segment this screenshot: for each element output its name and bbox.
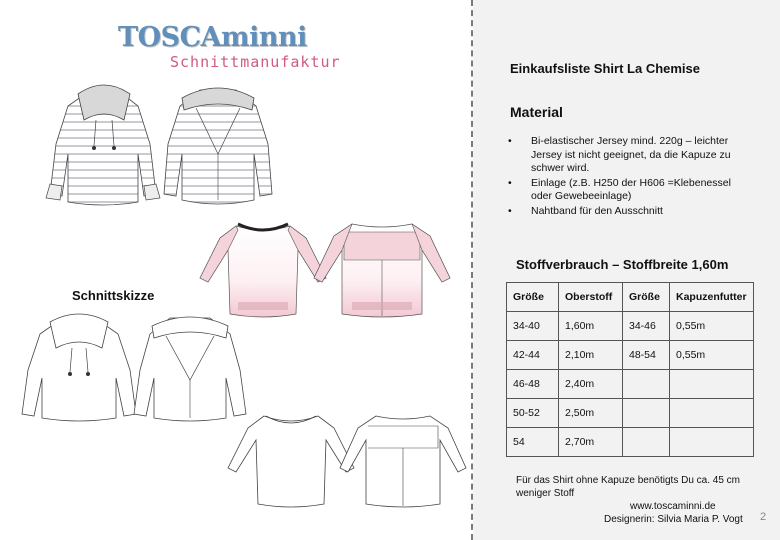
sketch-shirt-front-illustration bbox=[226, 410, 356, 510]
striped-hoodie-back-illustration bbox=[156, 84, 281, 209]
page-number: 2 bbox=[760, 511, 767, 523]
striped-hoodie-front-illustration bbox=[38, 84, 168, 209]
table-cell bbox=[623, 428, 670, 457]
material-item-text: Bi-elastischer Jersey mind. 220g – leichter Jersey ist nicht geeignet, da die Kapuze zu schwer wird. bbox=[531, 135, 731, 174]
list-item bbox=[506, 205, 751, 219]
list-item bbox=[506, 177, 751, 204]
table-cell: 34-46 bbox=[623, 312, 670, 341]
fabric-table bbox=[506, 282, 754, 457]
table-row bbox=[507, 399, 754, 428]
table-row bbox=[507, 312, 754, 341]
table-cell bbox=[670, 428, 754, 457]
material-heading: Material bbox=[510, 104, 563, 120]
column-header: Kapuzenfutter bbox=[670, 283, 754, 312]
website-text: www.toscaminni.de bbox=[630, 501, 716, 512]
table-cell: 48-54 bbox=[623, 341, 670, 370]
material-item-text: Einlage (z.B. H250 der H606 =Klebenessel oder Gewebeeinlage) bbox=[531, 176, 731, 202]
bullet: • bbox=[508, 204, 512, 217]
table-cell bbox=[623, 370, 670, 399]
pink-shirt-back-illustration bbox=[312, 218, 452, 320]
table-cell bbox=[670, 399, 754, 428]
table-cell bbox=[623, 399, 670, 428]
table-cell: 2,40m bbox=[559, 370, 623, 399]
designer-credit: Designerin: Silvia Maria P. Vogt bbox=[604, 514, 743, 525]
brand-logo bbox=[118, 22, 348, 77]
table-row bbox=[507, 370, 754, 399]
table-cell: 42-44 bbox=[507, 341, 559, 370]
table-cell: 2,10m bbox=[559, 341, 623, 370]
logo-sub-text: Schnittmanufaktur bbox=[170, 53, 341, 71]
stoffverbrauch-heading: Stoffverbrauch – Stoffbreite 1,60m bbox=[516, 257, 729, 272]
column-header: Größe bbox=[623, 283, 670, 312]
pink-shirt-front-illustration bbox=[198, 218, 328, 320]
table-cell: 0,55m bbox=[670, 312, 754, 341]
list-item bbox=[506, 135, 751, 176]
material-list bbox=[506, 135, 751, 219]
column-header: Größe bbox=[507, 283, 559, 312]
bullet: • bbox=[508, 176, 512, 189]
table-cell: 2,50m bbox=[559, 399, 623, 428]
page-title: Einkaufsliste Shirt La Chemise bbox=[510, 61, 701, 76]
material-item-text: Nahtband für den Ausschnitt bbox=[531, 204, 663, 217]
logo-main-text: TOSCAminni bbox=[118, 22, 307, 53]
table-cell: 54 bbox=[507, 428, 559, 457]
table-cell: 2,70m bbox=[559, 428, 623, 457]
table-cell bbox=[670, 370, 754, 399]
column-header: Oberstoff bbox=[559, 283, 623, 312]
table-cell: 1,60m bbox=[559, 312, 623, 341]
table-cell: 46-48 bbox=[507, 370, 559, 399]
sketch-hoodie-back-illustration bbox=[126, 314, 256, 424]
table-row bbox=[507, 428, 754, 457]
table-header-row bbox=[507, 283, 754, 312]
table-cell: 50-52 bbox=[507, 399, 559, 428]
table-row bbox=[507, 341, 754, 370]
note-text: Für das Shirt ohne Kapuze benötigts Du ca. 45 cm weniger Stoff bbox=[516, 475, 741, 499]
bullet: • bbox=[508, 135, 512, 147]
sketch-shirt-back-illustration bbox=[338, 410, 468, 510]
schnittskizze-label: Schnittskizze bbox=[72, 288, 155, 303]
table-cell: 34-40 bbox=[507, 312, 559, 341]
table-cell: 0,55m bbox=[670, 341, 754, 370]
